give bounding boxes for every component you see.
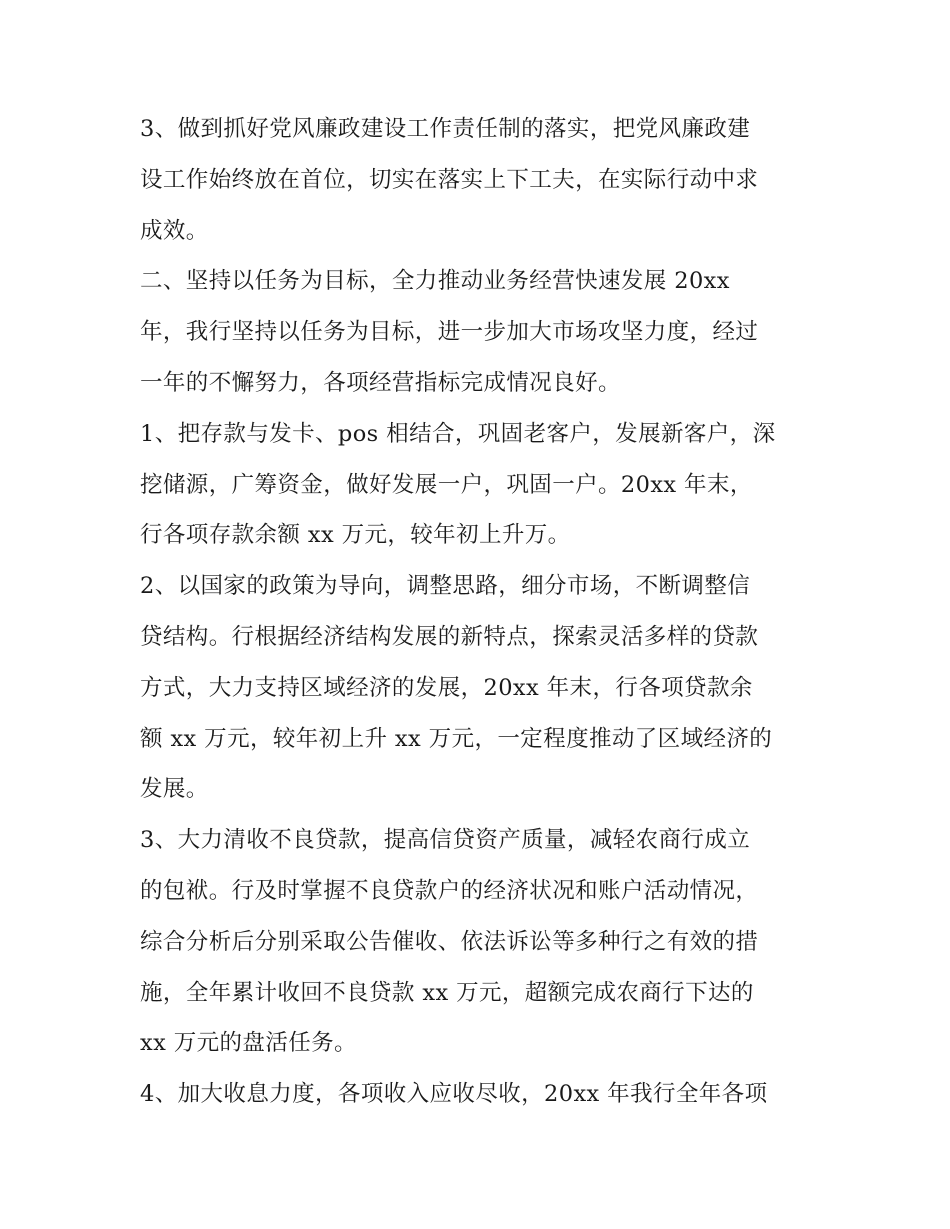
text-line: 额 xx 万元，较年初上升 xx 万元，一定程度推动了区域经济的 bbox=[140, 725, 773, 752]
text-line: xx 万元的盘活任务。 bbox=[140, 1030, 357, 1057]
text-line: 设工作始终放在首位，切实在落实上下工夫，在实际行动中求 bbox=[140, 166, 759, 193]
text-line: 发展。 bbox=[140, 776, 209, 803]
text-line: 行各项存款余额 xx 万元，较年初上升万。 bbox=[140, 522, 571, 549]
text-line: 成效。 bbox=[140, 217, 209, 244]
text-line: 综合分析后分别采取公告催收、依法诉讼等多种行之有效的措 bbox=[140, 928, 759, 955]
text-line: 一年的不懈努力，各项经营指标完成情况良好。 bbox=[140, 369, 621, 396]
text-line: 方式，大力支持区域经济的发展，20xx 年末，行各项贷款余 bbox=[140, 674, 753, 701]
text-line: 二、坚持以任务为目标，全力推动业务经营快速发展 20xx bbox=[140, 268, 730, 295]
text-line: 4、加大收息力度，各项收入应收尽收，20xx 年我行全年各项 bbox=[140, 1081, 768, 1108]
text-line: 施，全年累计收回不良贷款 xx 万元，超额完成农商行下达的 bbox=[140, 979, 754, 1006]
text-line: 3、做到抓好党风廉政建设工作责任制的落实，把党风廉政建 bbox=[140, 116, 751, 142]
text-line: 挖储源，广筹资金，做好发展一户，巩固一户。20xx 年末， bbox=[140, 471, 753, 498]
text-line: 3、大力清收不良贷款，提高信贷资产质量，减轻农商行成立 bbox=[140, 827, 751, 854]
text-line: 1、把存款与发卡、pos 相结合，巩固老客户，发展新客户，深 bbox=[140, 420, 776, 447]
document-body bbox=[140, 104, 820, 1120]
text-line: 2、以国家的政策为导向，调整思路，细分市场，不断调整信 bbox=[140, 573, 751, 600]
text-line: 贷结构。行根据经济结构发展的新特点，探索灵活多样的贷款 bbox=[140, 623, 759, 650]
text-line: 的包袱。行及时掌握不良贷款户的经济状况和账户活动情况， bbox=[140, 877, 759, 904]
text-line: 年，我行坚持以任务为目标，进一步加大市场攻坚力度，经过 bbox=[140, 319, 759, 346]
